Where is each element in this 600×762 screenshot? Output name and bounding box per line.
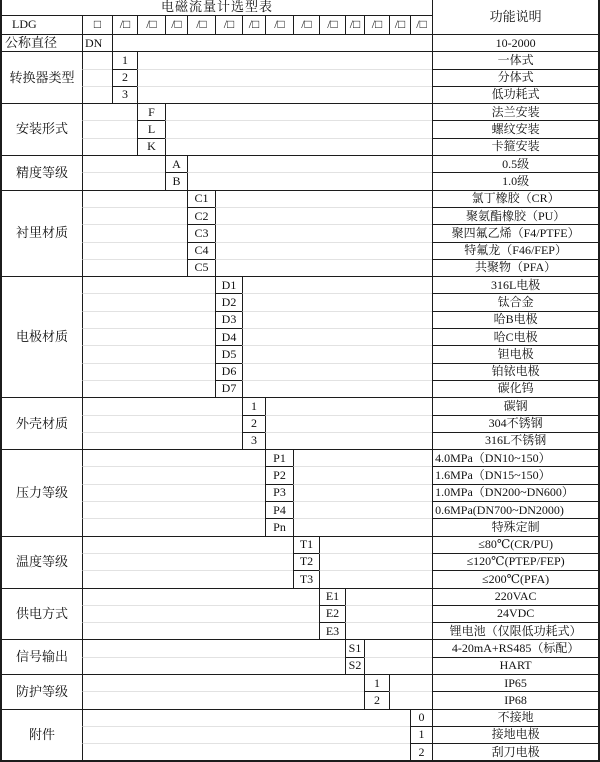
empty-cell (215, 259, 432, 276)
desc-cell: 刮刀电极 (432, 743, 598, 760)
table-row (2, 242, 598, 259)
empty-cell (293, 466, 432, 483)
empty-cell (82, 588, 319, 605)
empty-cell (82, 605, 319, 622)
empty-cell (165, 120, 432, 137)
empty-cell (82, 743, 410, 760)
table-row (2, 397, 598, 414)
desc-cell: 低功耗式 (432, 86, 598, 103)
empty-cell (319, 536, 432, 553)
table-row (2, 311, 598, 328)
desc-cell: 聚氨酯橡胶（PU） (432, 207, 598, 224)
section-label: 外壳材质 (2, 397, 82, 449)
section-label: 防护等级 (2, 674, 82, 709)
code-cell: Pn (265, 518, 293, 535)
empty-cell (82, 207, 187, 224)
code-cell: 1 (112, 51, 137, 68)
empty-cell (364, 639, 432, 656)
empty-cell (82, 380, 215, 397)
empty-cell (82, 639, 345, 656)
desc-cell: 0.5级 (432, 155, 598, 172)
table-row (2, 103, 598, 120)
code-cell: E2 (319, 605, 345, 622)
desc-cell: 分体式 (432, 69, 598, 86)
desc-cell: 一体式 (432, 51, 598, 68)
empty-cell (112, 34, 432, 51)
desc-cell: 卡箍安装 (432, 138, 598, 155)
empty-cell (82, 536, 293, 553)
table-row (2, 709, 598, 726)
code-cell: 2 (112, 69, 137, 86)
empty-cell (137, 86, 432, 103)
desc-cell: 10-2000 (432, 34, 598, 51)
desc-cell: HART (432, 657, 598, 674)
desc-cell: 特氟龙（F46/FEP） (432, 242, 598, 259)
empty-cell (242, 380, 432, 397)
code-cell: A (165, 155, 187, 172)
desc-cell: 碳化钨 (432, 380, 598, 397)
table-row (2, 518, 598, 535)
model-slot: /□ (215, 15, 242, 34)
table-row (2, 588, 598, 605)
empty-cell (82, 259, 187, 276)
desc-cell: 法兰安装 (432, 103, 598, 120)
code-cell: D7 (215, 380, 242, 397)
table-row (2, 639, 598, 656)
empty-cell (82, 190, 187, 207)
code-cell: T2 (293, 553, 319, 570)
empty-cell (82, 432, 242, 449)
table-row (2, 363, 598, 380)
model-slot: /□ (364, 15, 389, 34)
section-label-dn: 公称直径 (2, 34, 82, 51)
code-cell: S2 (345, 657, 364, 674)
code-cell: 3 (242, 432, 265, 449)
empty-cell (137, 51, 432, 68)
model-slot: /□ (165, 15, 187, 34)
empty-cell (82, 363, 215, 380)
empty-cell (82, 657, 345, 674)
section-label: 衬里材质 (2, 190, 82, 276)
code-cell: 3 (112, 86, 137, 103)
table-row (2, 276, 598, 293)
code-cell: C4 (187, 242, 215, 259)
empty-cell (389, 674, 432, 691)
code-cell: P4 (265, 501, 293, 518)
desc-cell: 特殊定制 (432, 518, 598, 535)
desc-cell: 316L不锈钢 (432, 432, 598, 449)
desc-cell: ≤120℃(PTEP/FEP) (432, 553, 598, 570)
empty-cell (82, 276, 215, 293)
empty-cell (293, 501, 432, 518)
table-row (2, 224, 598, 241)
desc-cell: 4.0MPa（DN10~150） (432, 449, 598, 466)
table-row (2, 415, 598, 432)
empty-cell (187, 172, 432, 189)
code-cell: 2 (242, 415, 265, 432)
empty-cell (82, 553, 293, 570)
empty-cell (345, 622, 432, 639)
empty-cell (82, 293, 215, 310)
desc-cell: 不接地 (432, 709, 598, 726)
table-row (2, 155, 598, 172)
desc-cell: IP68 (432, 691, 598, 708)
desc-cell: 哈C电极 (432, 328, 598, 345)
empty-cell (82, 242, 187, 259)
code-cell: 2 (364, 691, 389, 708)
empty-cell (319, 553, 432, 570)
desc-cell: IP65 (432, 674, 598, 691)
empty-cell (82, 397, 242, 414)
table-row (2, 34, 598, 51)
empty-cell (389, 691, 432, 708)
empty-cell (215, 224, 432, 241)
code-cell: DN (82, 34, 112, 51)
empty-cell (82, 709, 410, 726)
empty-cell (215, 242, 432, 259)
model-slot: /□ (265, 15, 293, 34)
code-cell: K (137, 138, 165, 155)
code-cell: D5 (215, 345, 242, 362)
model-prefix: LDG (2, 15, 82, 34)
model-slot: /□ (137, 15, 165, 34)
empty-cell (364, 657, 432, 674)
table-row (2, 138, 598, 155)
section-label: 精度等级 (2, 155, 82, 190)
desc-cell: 氯丁橡胶（CR） (432, 190, 598, 207)
table-title: 电磁流量计选型表 (161, 0, 274, 15)
code-cell: 2 (410, 743, 432, 760)
code-cell: C1 (187, 190, 215, 207)
empty-cell (82, 69, 112, 86)
empty-cell (137, 69, 432, 86)
desc-cell: 共聚物（PFA） (432, 259, 598, 276)
model-slot: /□ (319, 15, 345, 34)
code-cell: F (137, 103, 165, 120)
table-row (2, 86, 598, 103)
section-label: 压力等级 (2, 449, 82, 535)
empty-cell (242, 293, 432, 310)
table-row (2, 484, 598, 501)
code-cell: B (165, 172, 187, 189)
empty-cell (242, 276, 432, 293)
section-label: 信号输出 (2, 639, 82, 674)
desc-cell: 220VAC (432, 588, 598, 605)
section-label: 安装形式 (2, 103, 82, 155)
empty-cell (293, 518, 432, 535)
table-row (2, 190, 598, 207)
empty-cell (82, 51, 112, 68)
section-label: 电极材质 (2, 276, 82, 397)
section-label: 供电方式 (2, 588, 82, 640)
code-cell: L (137, 120, 165, 137)
table-row (2, 657, 598, 674)
empty-cell (82, 172, 165, 189)
empty-cell (82, 415, 242, 432)
table-row (2, 674, 598, 691)
empty-cell (82, 622, 319, 639)
model-slot: /□ (293, 15, 319, 34)
table-row (2, 432, 598, 449)
table-row (2, 466, 598, 483)
code-cell: T1 (293, 536, 319, 553)
empty-cell (82, 86, 112, 103)
code-cell: D1 (215, 276, 242, 293)
empty-cell (82, 345, 215, 362)
empty-cell (82, 691, 364, 708)
table-row (2, 345, 598, 362)
empty-cell (82, 449, 265, 466)
table-row (2, 622, 598, 639)
table-row (2, 536, 598, 553)
desc-cell: 4-20mA+RS485（标配） (432, 639, 598, 656)
empty-cell (82, 674, 364, 691)
table-row (2, 293, 598, 310)
empty-cell (82, 103, 137, 120)
desc-cell: 钛合金 (432, 293, 598, 310)
empty-cell (242, 328, 432, 345)
empty-cell (265, 397, 432, 414)
empty-cell (165, 138, 432, 155)
code-cell: P3 (265, 484, 293, 501)
desc-cell: 1.0级 (432, 172, 598, 189)
empty-cell (82, 484, 265, 501)
code-cell: E1 (319, 588, 345, 605)
code-cell: P1 (265, 449, 293, 466)
empty-cell (82, 138, 137, 155)
empty-cell (242, 311, 432, 328)
code-cell: 1 (364, 674, 389, 691)
desc-cell: 聚四氟乙烯（F4/PTFE） (432, 224, 598, 241)
code-cell: E3 (319, 622, 345, 639)
empty-cell (345, 605, 432, 622)
model-slot: /□ (112, 15, 137, 34)
dn-box: □ (82, 15, 112, 34)
table-row (2, 553, 598, 570)
desc-cell: 316L电极 (432, 276, 598, 293)
desc-cell: 铂铱电极 (432, 363, 598, 380)
code-cell: 1 (410, 726, 432, 743)
table-row (2, 172, 598, 189)
code-cell: D2 (215, 293, 242, 310)
empty-cell (265, 432, 432, 449)
table-row (2, 120, 598, 137)
desc-cell: 锂电池（仅限低功耗式） (432, 622, 598, 639)
empty-cell (293, 449, 432, 466)
table-row (2, 207, 598, 224)
code-cell: D4 (215, 328, 242, 345)
table-row (2, 691, 598, 708)
model-slot: /□ (345, 15, 364, 34)
section-label: 转换器类型 (2, 51, 82, 103)
empty-cell (82, 328, 215, 345)
table-row (2, 380, 598, 397)
empty-cell (319, 570, 432, 587)
code-cell: P2 (265, 466, 293, 483)
empty-cell (165, 103, 432, 120)
empty-cell (345, 588, 432, 605)
empty-cell (215, 190, 432, 207)
desc-cell: 24VDC (432, 605, 598, 622)
desc-cell: 接地电极 (432, 726, 598, 743)
code-cell: 0 (410, 709, 432, 726)
desc-cell: 钽电极 (432, 345, 598, 362)
empty-cell (187, 155, 432, 172)
empty-cell (82, 726, 410, 743)
code-cell: 1 (242, 397, 265, 414)
table-row (2, 69, 598, 86)
desc-cell: 304不锈钢 (432, 415, 598, 432)
desc-cell: 1.0MPa（DN200~DN600） (432, 484, 598, 501)
table-row (2, 449, 598, 466)
empty-cell (82, 501, 265, 518)
empty-cell (82, 224, 187, 241)
empty-cell (82, 155, 165, 172)
model-slot: /□ (242, 15, 265, 34)
empty-cell (293, 484, 432, 501)
desc-cell: ≤200℃(PFA) (432, 570, 598, 587)
model-slot: /□ (389, 15, 410, 34)
table-row (2, 501, 598, 518)
model-slot: /□ (410, 15, 432, 34)
desc-cell: ≤80℃(CR/PU) (432, 536, 598, 553)
desc-cell: 螺纹安装 (432, 120, 598, 137)
code-cell: C3 (187, 224, 215, 241)
code-cell: D3 (215, 311, 242, 328)
desc-cell: 碳钢 (432, 397, 598, 414)
code-cell: D6 (215, 363, 242, 380)
empty-cell (82, 120, 137, 137)
function-column-header: 功能说明 (432, 0, 598, 34)
desc-cell: 1.6MPa（DN15~150） (432, 466, 598, 483)
desc-cell: 哈B电极 (432, 311, 598, 328)
code-cell: S1 (345, 639, 364, 656)
table-row (2, 259, 598, 276)
empty-cell (82, 466, 265, 483)
section-label: 温度等级 (2, 536, 82, 588)
desc-cell: 0.6MPa(DN700~DN2000) (432, 501, 598, 518)
code-cell: T3 (293, 570, 319, 587)
empty-cell (242, 363, 432, 380)
table-row (2, 570, 598, 587)
model-slot: /□ (187, 15, 215, 34)
empty-cell (82, 518, 265, 535)
section-label: 附件 (2, 709, 82, 761)
empty-cell (265, 415, 432, 432)
empty-cell (215, 207, 432, 224)
code-cell: C2 (187, 207, 215, 224)
empty-cell (82, 311, 215, 328)
empty-cell (242, 345, 432, 362)
empty-cell (82, 570, 293, 587)
table-row (2, 726, 598, 743)
table-row (2, 328, 598, 345)
table-row (2, 743, 598, 760)
table-row (2, 51, 598, 68)
table-row (2, 605, 598, 622)
table-row (2, 0, 598, 15)
code-cell: C5 (187, 259, 215, 276)
